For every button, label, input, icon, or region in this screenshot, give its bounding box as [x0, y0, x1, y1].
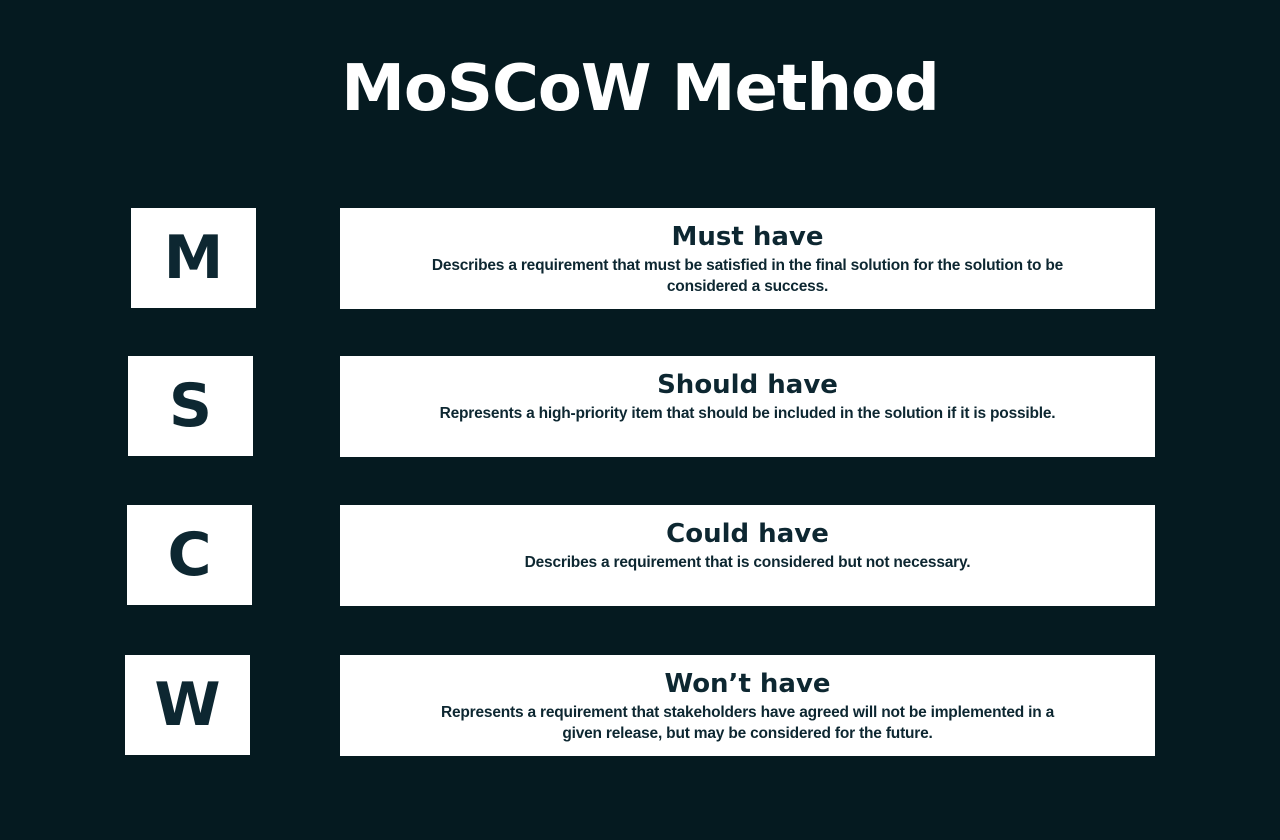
desc-line: given release, but may be considered for the future.	[562, 725, 933, 742]
letter-w: W	[154, 670, 221, 740]
letter-tile-s	[128, 356, 253, 456]
desc-line: Describes a requirement that must be satisfied in the final solution for the solution to be	[431, 257, 1064, 274]
card-heading-should: Should have	[657, 370, 838, 400]
letter-c: C	[167, 520, 212, 590]
letter-tile-w	[125, 655, 250, 755]
moscow-row-should	[0, 356, 1280, 457]
moscow-row-must	[0, 208, 1280, 309]
definition-card-should	[340, 356, 1155, 457]
card-description-wont	[340, 702, 1155, 744]
desc-line: Represents a requirement that stakeholders have agreed will not be implemented in a	[440, 704, 1055, 721]
letter-tile-m	[131, 208, 256, 308]
desc-line: Represents a high-priority item that should be included in the solution if it is possible.	[439, 405, 1056, 422]
letter-tile-c	[127, 505, 252, 605]
letter-m: M	[163, 223, 224, 293]
moscow-row-could	[0, 505, 1280, 606]
card-description-must	[340, 255, 1155, 297]
desc-line: Describes a requirement that is considered but not necessary.	[524, 554, 971, 571]
card-description-should	[340, 403, 1155, 424]
card-description-could	[340, 552, 1155, 573]
card-heading-wont: Won’t have	[664, 669, 831, 699]
card-heading-must: Must have	[671, 222, 824, 252]
definition-card-wont	[340, 655, 1155, 756]
definition-card-must	[340, 208, 1155, 309]
desc-line: considered a success.	[666, 278, 829, 295]
page-title: MoSCoW Method	[341, 52, 939, 126]
definition-card-could	[340, 505, 1155, 606]
letter-s: S	[168, 371, 213, 441]
moscow-row-wont	[0, 655, 1280, 756]
card-heading-could: Could have	[666, 519, 829, 549]
